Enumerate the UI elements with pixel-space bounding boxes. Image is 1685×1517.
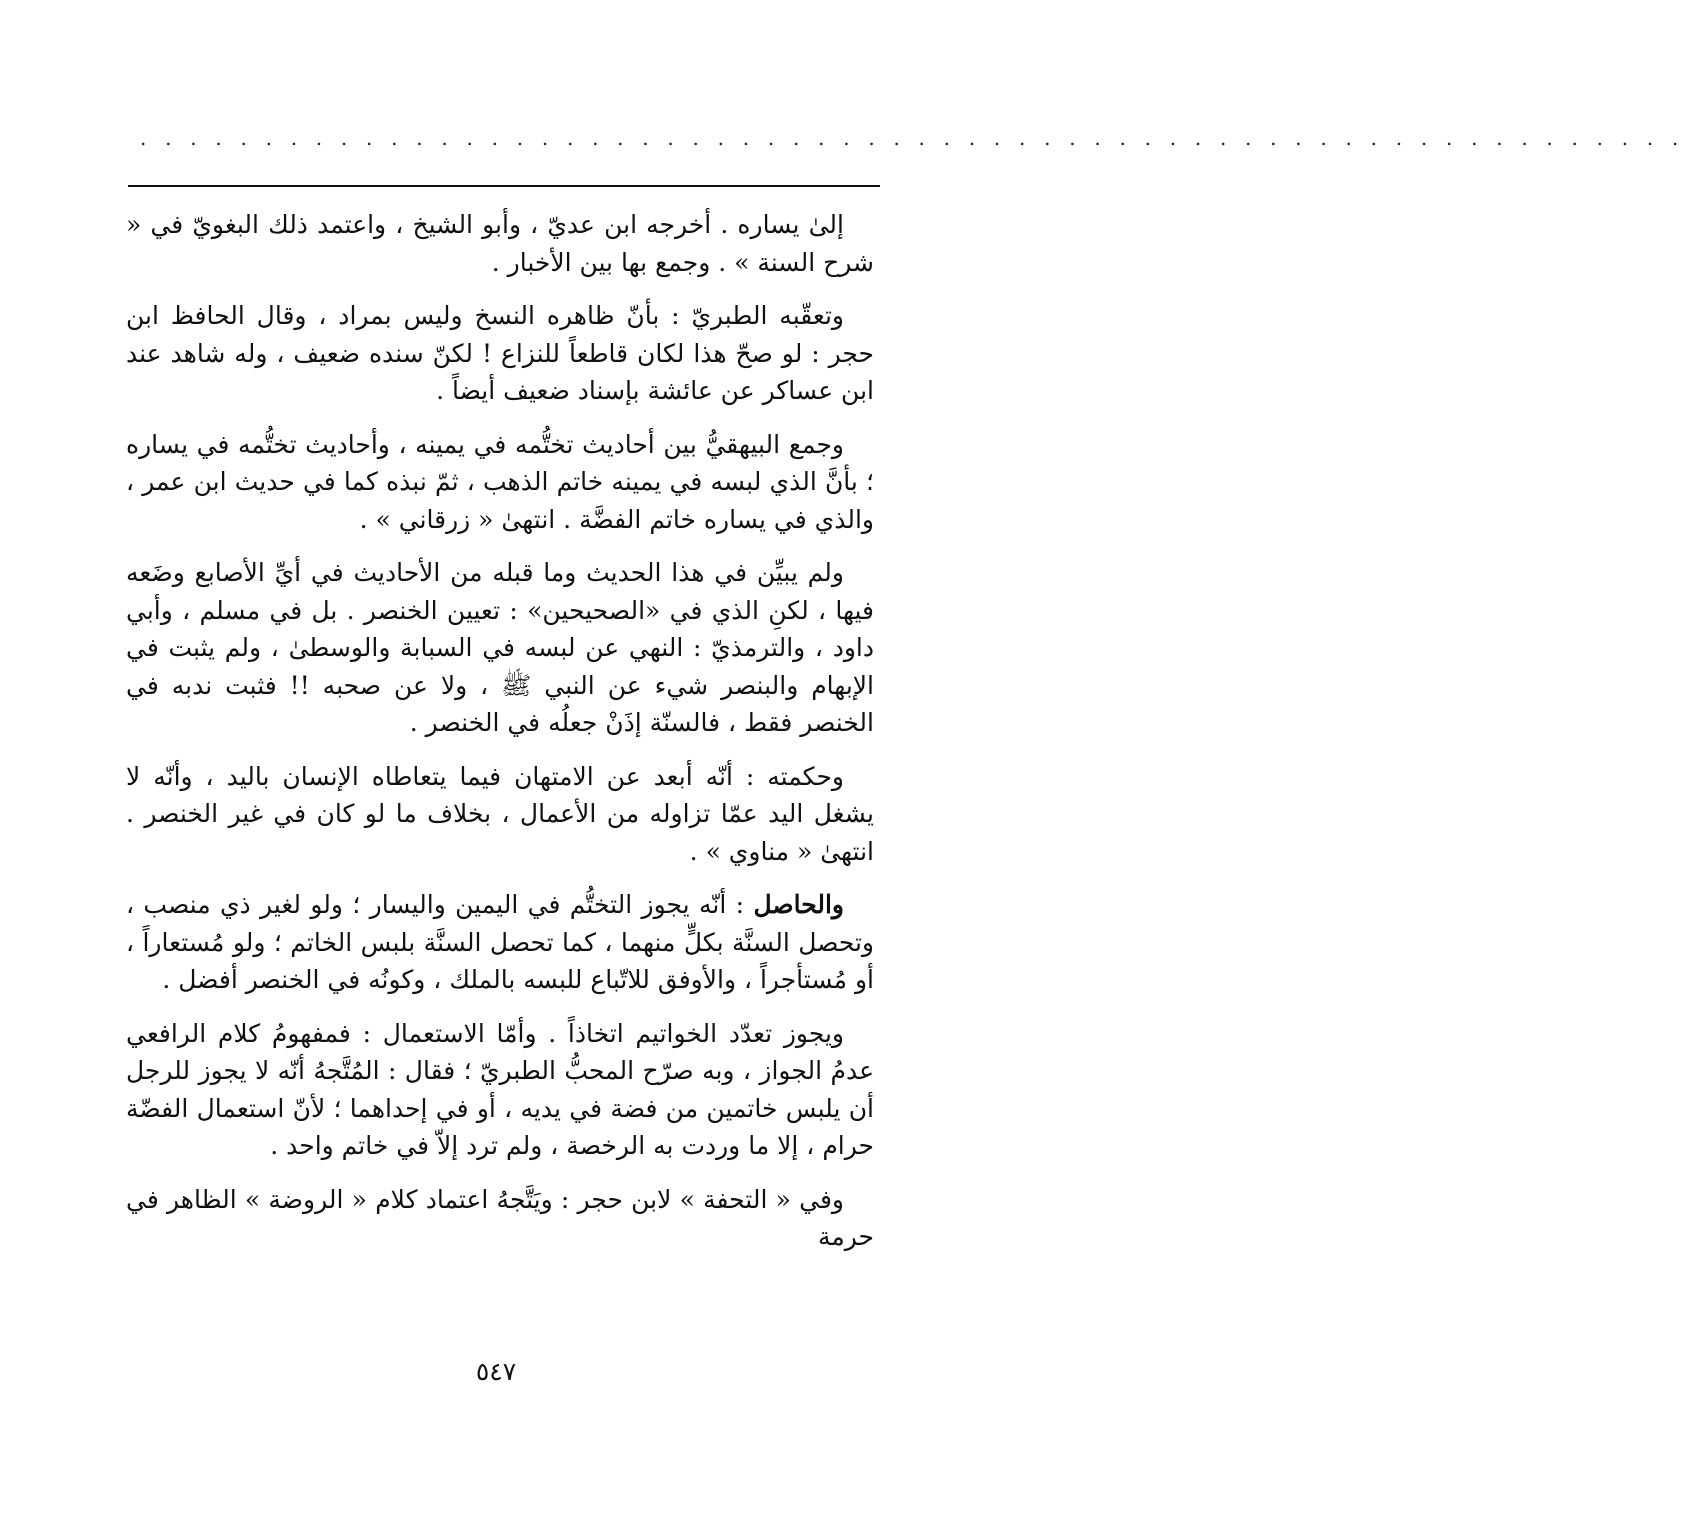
paragraph-2: وتعقّبه الطبريّ : بأنّ ظاهره النسخ وليس بمراد ، وقال الحافظ ابن حجر : لو صحّ هذا لكان قاطعاً للنزاع ! لكنّ سنده ضعيف ، وله شاهد عند ابن عساكر عن عائشة بإسناد ضعيف أيضاً . [126, 301, 874, 405]
paragraph-8: وفي « التحفة » لابن حجر : ويَتَّجهُ اعتماد كلام « الروضة » الظاهر في حرمة [126, 1184, 874, 1251]
page-number: ٥٤٧ [475, 1357, 517, 1386]
paragraph-3: وجمع البيهقيُّ بين أحاديث تختُّمه في يمينه ، وأحاديث تختُّمه في يساره ؛ بأنَّ الذي لبسه في يمينه خاتم الذهب ، ثمّ نبذه كما في حديث ابن عمر ، والذي في يساره خاتم الفضَّة . انتهىٰ « زرقاني » . [126, 429, 874, 534]
paragraph-6-text: : أنّه يجوز التختُّم في اليمين واليسار ؛ ولو لغير ذي منصب ، وتحصل السنَّة بكلٍّ منهما ، كما تحصل السنَّة بلبس الخاتم ؛ ولو مُستعاراً ، أو مُستأجراً ، والأوفق للاتّباع للبسه بالملك ، وكونُه في الخنصر أفضل . [126, 890, 874, 994]
header-dotted-line: . . . . . . . . . . . . . . . . . . . . . . . . . . . . . . . . . . . . . . . . . . . . . . . . . . . . . . . . . . . . . . [140, 126, 1685, 150]
paragraph-7: ويجوز تعدّد الخواتيم اتخاذاً . وأمّا الاستعمال : فمفهومُ كلام الرافعي عدمُ الجواز ، وبه صرّح المحبُّ الطبريّ ؛ فقال : المُتَّجهُ أنّه لا يجوز للرجل أن يلبس خاتمين من فضة في يديه ، أو في إحداهما ؛ لأنّ استعمال الفضّة حرام ، إلا ما وردت به الرخصة ، ولم ترد إلاّ في خاتم واحد . [126, 1018, 874, 1160]
header-rule [128, 185, 880, 187]
paragraph-6 [126, 886, 874, 999]
paragraph-4: ولم يبيِّن في هذا الحديث وما قبله من الأحاديث في أيِّ الأصابع وضَعه فيها ، لكنِ الذي في «الصحيحين» : تعيين الخنصر . بل في مسلم ، وأبي داود ، والترمذيّ : النهي عن لبسه في السبابة والوسطىٰ ، ولم يثبت في الإبهام والبنصر شيء عن النبي ﷺ ، ولا عن صحبه !! فثبت ندبه في الخنصر فقط ، فالسنّة إذَنْ جعلُه في الخنصر . [126, 558, 874, 737]
paragraph-1: إلىٰ يساره . أخرجه ابن عديّ ، وأبو الشيخ ، واعتمد ذلك البغويّ في « شرح السنة » . وجمع بها بين الأخبار . [126, 210, 874, 277]
paragraph-6-lead-word: والحاصل [753, 890, 844, 919]
paragraph-5: وحكمته : أنّه أبعد عن الامتهان فيما يتعاطاه الإنسان باليد ، وأنّه لا يشغل اليد عمّا تزاوله من الأعمال ، بخلاف ما لو كان في غير الخنصر . انتهىٰ « مناوي » . [126, 761, 874, 866]
main-text [126, 206, 874, 1272]
